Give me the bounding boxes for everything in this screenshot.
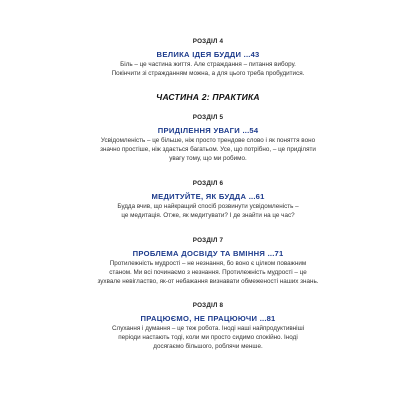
chapter-description xyxy=(90,259,326,286)
description-line: Будда вчив, що найкращий спосіб розвинути усвідомленість – xyxy=(117,203,299,210)
chapter-title-text: МЕДИТУЙТЕ, ЯК БУДДА xyxy=(151,192,247,201)
chapter-page-number: ...54 xyxy=(242,126,259,135)
description-line: Протилежність мудрості – не незнання, бо воно є цілком поважним xyxy=(109,260,307,267)
chapter-page-number: ...43 xyxy=(243,50,260,59)
chapter-title-text: ПРИДІЛЕННЯ УВАГИ xyxy=(157,126,241,135)
chapter-title-text: ПРАЦЮЄМО, НЕ ПРАЦЮЮЧИ xyxy=(140,314,258,323)
chapter-label: РОЗДІЛ 4 xyxy=(192,38,224,45)
description-line: Біль – це частина життя. Але страждання – питання вибору. xyxy=(120,61,296,68)
chapter-description xyxy=(90,202,326,220)
description-line: це медитація. Отже, як медитувати? І де знайти на це час? xyxy=(121,212,295,219)
part-heading: ЧАСТИНА 2: ПРАКТИКА xyxy=(156,92,260,102)
chapter-label: РОЗДІЛ 7 xyxy=(192,237,224,244)
chapter-label: РОЗДІЛ 8 xyxy=(192,302,224,309)
chapter-title-text: ВЕЛИКА ІДЕЯ БУДДИ xyxy=(156,50,242,59)
chapter-label: РОЗДІЛ 5 xyxy=(192,114,224,121)
chapter-page-number: ...61 xyxy=(248,192,265,201)
description-line: увагу тому, що ми робимо. xyxy=(169,155,247,162)
description-line: періоди настають тоді, коли ми просто сидимо спокійно. Іноді xyxy=(118,334,298,341)
description-line: Усвідомленість – це більше, ніж просто трендове слово і як поняття воно xyxy=(100,137,316,144)
description-line: Покінчити зі стражданням можна, а для цього треба пробудитися. xyxy=(111,70,305,77)
description-line: станом. Ми всі починаємо з незнання. Протилежність мудрості – це xyxy=(109,269,307,276)
chapter-5 xyxy=(90,114,326,163)
description-line: Слухання і думання – це теж робота. Іноді наші найпродуктивніші xyxy=(111,325,305,332)
chapter-page-number: ...71 xyxy=(267,249,284,258)
chapter-title[interactable] xyxy=(90,50,326,59)
chapter-7 xyxy=(90,237,326,286)
chapter-page-number: ...81 xyxy=(259,314,276,323)
chapter-8 xyxy=(90,302,326,351)
chapter-title[interactable] xyxy=(90,249,326,258)
chapter-label: РОЗДІЛ 6 xyxy=(192,180,224,187)
description-line: досягаємо більшого, роблячи менше. xyxy=(153,343,263,350)
chapter-description xyxy=(90,60,326,78)
description-line: значно простіше, ніж здається багатьом. Усе, що потрібно, – це приділяти xyxy=(100,146,316,153)
description-line: зухвале невігластво, як-от небажання визнавати обмеженості наших знань. xyxy=(97,278,319,285)
chapter-title[interactable] xyxy=(90,192,326,201)
chapter-description xyxy=(90,324,326,351)
chapter-title[interactable] xyxy=(90,126,326,135)
chapter-title[interactable] xyxy=(90,314,326,323)
chapter-description xyxy=(90,136,326,163)
chapter-6 xyxy=(90,180,326,220)
chapter-4 xyxy=(90,38,326,78)
chapter-title-text: ПРОБЛЕМА ДОСВІДУ ТА ВМІННЯ xyxy=(132,249,266,258)
